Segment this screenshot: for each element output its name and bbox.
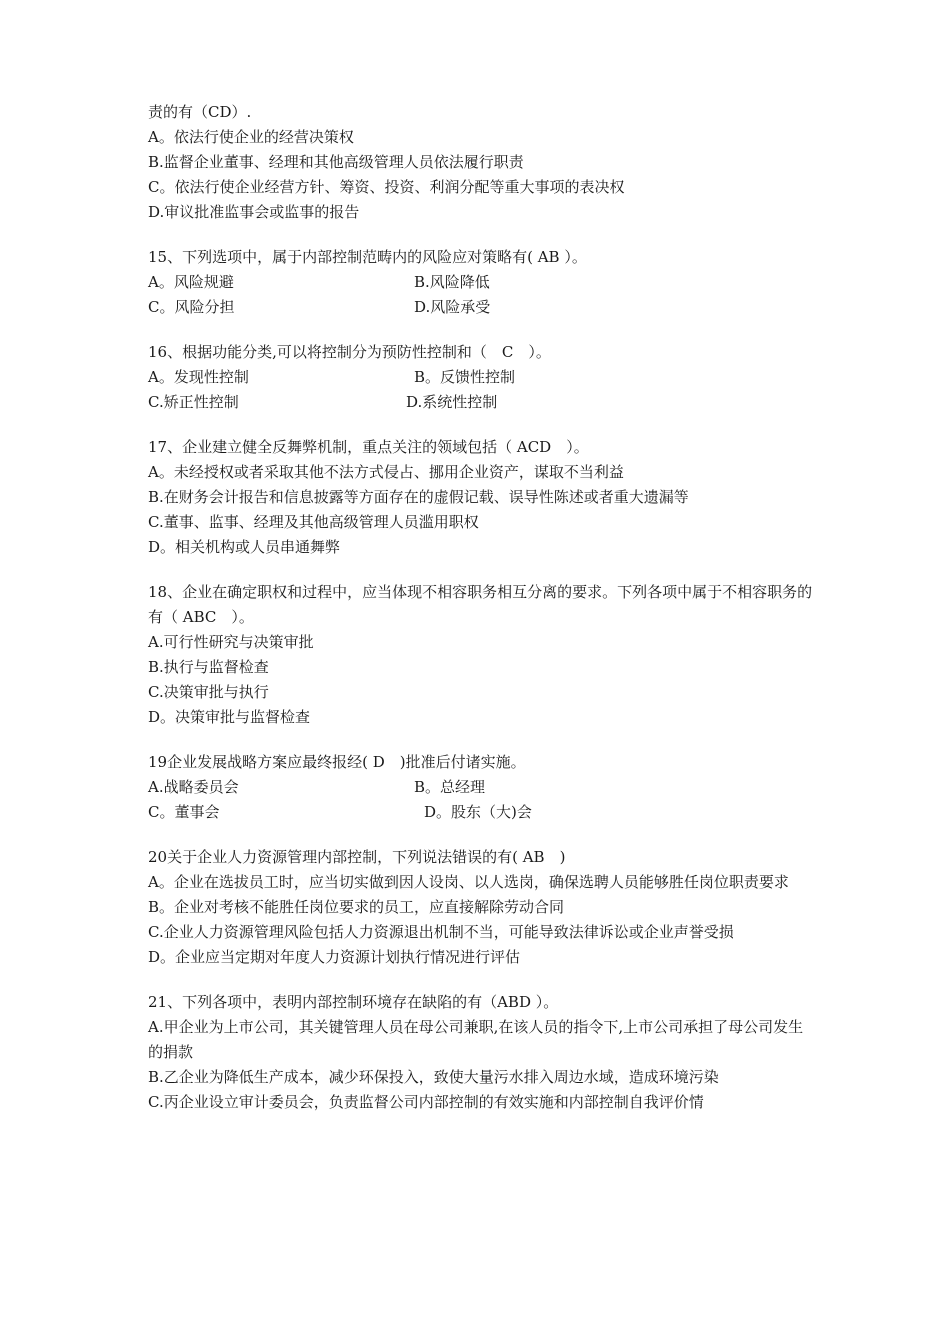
question-21 [148,990,813,1115]
question-17 [148,435,813,560]
q21-option-b: B.乙企业为降低生产成本，减少环保投入，致使大量污水排入周边水域，造成环境污染 [148,1068,719,1086]
q16-option-c: C.矫正性控制 [148,393,239,411]
q19-option-d: D。股东（大)会 [424,803,532,821]
q17-option-b: B.在财务会计报告和信息披露等方面存在的虚假记载、误导性陈述或者重大遗漏等 [148,488,689,506]
q15-option-d: D.风险承受 [414,298,491,316]
q20-option-b: B。企业对考核不能胜任岗位要求的员工，应直接解除劳动合同 [148,898,565,916]
q16-option-d: D.系统性控制 [406,393,498,411]
q14-option-d: D.审议批准监事会或监事的报告 [148,203,360,221]
q17-stem: 17、企业建立健全反舞弊机制，重点关注的领域包括（ ACD ）。 [148,438,589,456]
q18-option-b: B.执行与监督检查 [148,658,269,676]
q16-stem: 16、根据功能分类,可以将控制分为预防性控制和（ C ）。 [148,343,551,361]
q21-stem: 21、下列各项中，表明内部控制环境存在缺陷的有（ABD ）。 [148,993,559,1011]
q15-stem: 15、下列选项中，属于内部控制范畴内的风险应对策略有( AB ）。 [148,248,587,266]
q16-option-b: B。反馈性控制 [414,368,516,386]
q18-stem: 18、企业在确定职权和过程中，应当体现不相容职务相互分离的要求。下列各项中属于不相容职务的有（ ABC ）。 [148,583,813,626]
q17-option-a: A。未经授权或者采取其他不法方式侵占、挪用企业资产，谋取不当利益 [148,463,624,481]
q19-option-b: B。总经理 [414,778,486,796]
q14-stem-tail: 责的有（CD）. [148,103,252,121]
q18-option-a: A.可行性研究与决策审批 [148,633,314,651]
q14-option-a: A。依法行使企业的经营决策权 [148,128,354,146]
q21-option-a: A.甲企业为上市公司，其关键管理人员在母公司兼职,在该人员的指令下,上市公司承担了母公司发生的捐款 [148,1018,804,1061]
question-20 [148,845,813,970]
q19-stem: 19企业发展战略方案应最终报经( D )批准后付诸实施。 [148,753,526,771]
q15-option-b: B.风险降低 [414,273,490,291]
q20-stem: 20关于企业人力资源管理内部控制，下列说法错误的有( AB ) [148,848,566,866]
q17-option-d: D。相关机构或人员串通舞弊 [148,538,341,556]
q17-option-c: C.董事、监事、经理及其他高级管理人员滥用职权 [148,513,479,531]
q20-option-d: D。企业应当定期对年度人力资源计划执行情况进行评估 [148,948,521,966]
question-16 [148,340,813,415]
q18-option-c: C.决策审批与执行 [148,683,269,701]
question-18 [148,580,813,730]
q19-option-a: A.战略委员会 [148,778,239,796]
q20-option-a: A。企业在选拔员工时，应当切实做到因人设岗、以人选岗，确保选聘人员能够胜任岗位职责要求 [148,873,789,891]
q15-option-a: A。风险规避 [148,273,234,291]
q21-option-c: C.丙企业设立审计委员会，负责监督公司内部控制的有效实施和内部控制自我评价情 [148,1093,704,1111]
q18-option-d: D。决策审批与监督检查 [148,708,311,726]
q14-option-b: B.监督企业董事、经理和其他高级管理人员依法履行职责 [148,153,524,171]
document-body [148,100,813,1115]
question-19 [148,750,813,825]
q15-option-c: C。风险分担 [148,298,235,316]
q20-option-c: C.企业人力资源管理风险包括人力资源退出机制不当，可能导致法律诉讼或企业声誉受损 [148,923,734,941]
question-14 [148,100,813,225]
q14-option-c: C。依法行使企业经营方针、筹资、投资、利润分配等重大事项的表决权 [148,178,625,196]
question-15 [148,245,813,320]
q19-option-c: C。董事会 [148,803,220,821]
q16-option-a: A。发现性控制 [148,368,249,386]
